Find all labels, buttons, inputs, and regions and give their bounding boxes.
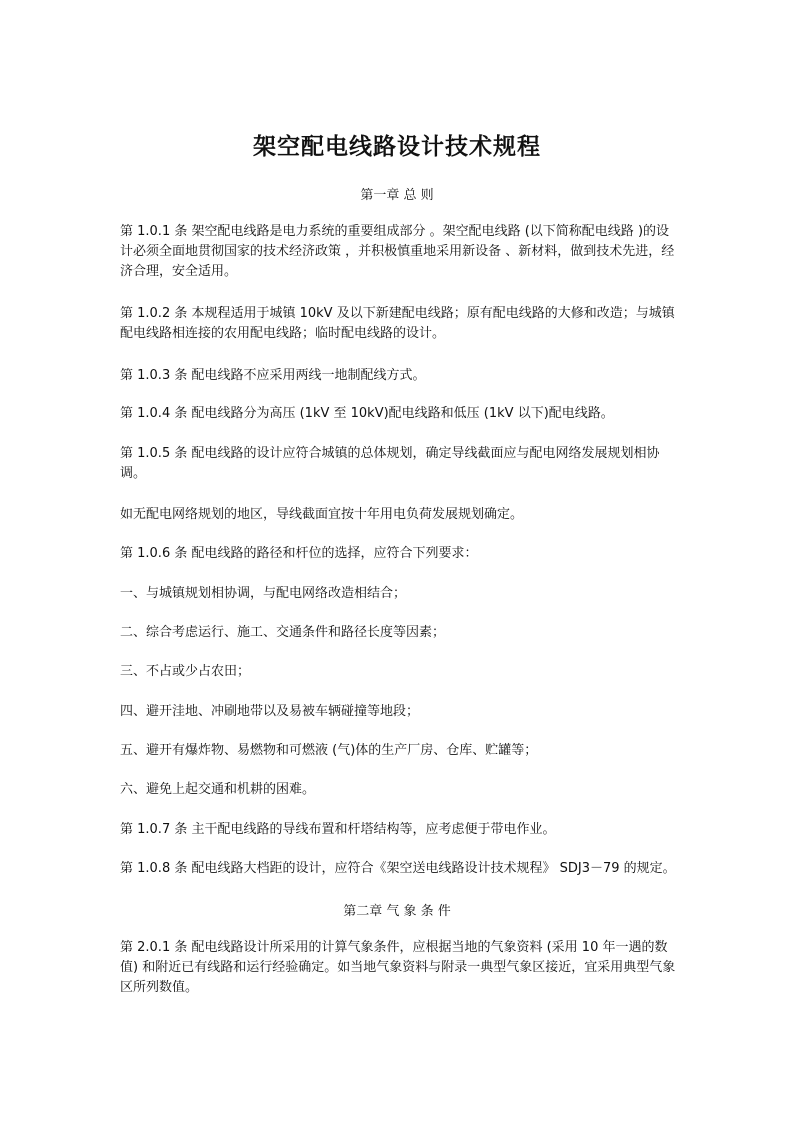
paragraph: 第 1.0.4 条 配电线路分为高压 (1kV 至 10kV)配电线路和低压 (1kV 以下)配电线路。 bbox=[120, 406, 614, 421]
paragraph: 第 1.0.3 条 配电线路不应采用两线一地制配线方式。 bbox=[120, 368, 426, 383]
list-item: 六、避免上起交通和机耕的困难。 bbox=[120, 782, 316, 797]
list-item: 一、与城镇规划相协调，与配电网络改造相结合； bbox=[120, 586, 407, 601]
paragraph: 第 1.0.5 条 配电线路的设计应符合城镇的总体规划，确定导线截面应与配电网络发展规划相协调。 bbox=[120, 446, 660, 481]
paragraph: 第 1.0.8 条 配电线路大档距的设计，应符合《架空送电线路设计技术规程》 SDJ3－79 的规定。 bbox=[120, 861, 676, 876]
list-item: 五、避开有爆炸物、易燃物和可燃液 (气)体的生产厂房、仓库、贮罐等； bbox=[120, 743, 538, 758]
document-title: 架空配电线路设计技术规程 bbox=[253, 133, 541, 160]
paragraph: 如无配电网络规划的地区，导线截面宜按十年用电负荷发展规划确定。 bbox=[120, 507, 524, 522]
list-item: 二、综合考虑运行、施工、交通条件和路径长度等因素； bbox=[120, 625, 446, 640]
paragraph: 第 1.0.7 条 主干配电线路的导线布置和杆塔结构等，应考虑便于带电作业。 bbox=[120, 822, 556, 837]
chapter-heading: 第二章 气 象 条 件 bbox=[343, 904, 451, 919]
paragraph: 第 1.0.1 条 架空配电线路是电力系统的重要组成部分 。架空配电线路 (以下简称配电线路 )的设计必须全面地贯彻国家的技术经济政策 ，并积极慎重地采用新设备 、新材料，做到技术先进，经济合理，安全适用。 bbox=[120, 224, 675, 279]
paragraph: 第 1.0.6 条 配电线路的路径和杆位的选择，应符合下列要求： bbox=[120, 546, 478, 561]
list-item: 三、不占或少占农田； bbox=[120, 664, 251, 679]
paragraph: 第 1.0.2 条 本规程适用于城镇 10kV 及以下新建配电线路；原有配电线路的大修和改造；与城镇配电线路相连接的农用配电线路；临时配电线路的设计。 bbox=[120, 306, 675, 341]
list-item: 四、避开洼地、冲刷地带以及易被车辆碰撞等地段； bbox=[120, 704, 420, 719]
chapter-heading: 第一章 总 则 bbox=[360, 188, 434, 203]
paragraph: 第 2.0.1 条 配电线路设计所采用的计算气象条件，应根据当地的气象资料 (采用 10 年一遇的数值) 和附近已有线路和运行经验确定。如当地气象资料与附录一典型气象区接近，宜采用典型气象区所列数值。 bbox=[120, 940, 676, 995]
